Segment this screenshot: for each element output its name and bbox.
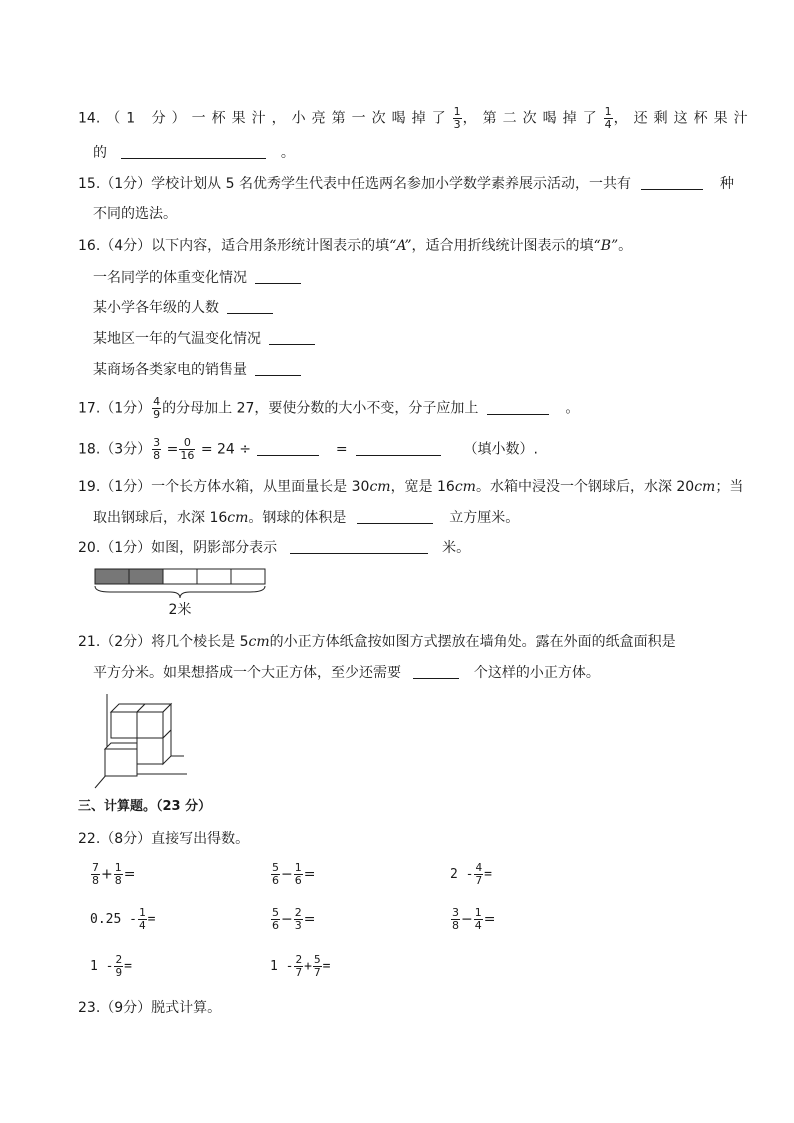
question-17: 17.（1分） $\frac{4}{9}$ 的分母加上 27，要使分数的大小不变，分子应加上 。 <box>78 395 580 421</box>
calc-problem: $\frac{5}{6}$ − $\frac{2}{3}$ = <box>272 906 316 932</box>
question-21: 21.（2分）将几个棱长是 5cm的小正方体纸盒按如图方式摆放在墙角处。露在外面的纸盒面积是 <box>78 634 676 650</box>
question-19-cont: 取出钢球后，水深 16cm。钢球的体积是 立方厘米。 <box>93 510 520 526</box>
list-item: 一名同学的体重变化情况 <box>93 268 301 288</box>
calc-problem: $\frac{7}{8}$ + $\frac{1}{8}$ = <box>92 861 136 887</box>
calc-problem: 1 - $\frac{2}{7}$ + $\frac{5}{7}$ = <box>270 953 331 979</box>
answer-blank[interactable] <box>357 509 433 524</box>
answer-blank[interactable] <box>413 664 459 679</box>
answer-blank[interactable] <box>290 539 428 554</box>
fraction: $\frac{1}{4}$ <box>604 105 612 131</box>
calc-problem: $\frac{5}{6}$ − $\frac{1}{6}$ = <box>272 861 316 887</box>
calc-problem: 1 - $\frac{2}{9}$ = <box>90 953 132 979</box>
question-21-cont: 平方分米。如果想搭成一个大正方体，至少还需要 个这样的小正方体。 <box>93 665 600 681</box>
question-15-cont: 不同的选法。 <box>93 206 177 222</box>
list-item: 某商场各类家电的销售量 <box>93 360 301 380</box>
answer-blank[interactable] <box>269 330 315 345</box>
empty-cell <box>197 569 231 584</box>
answer-blank[interactable] <box>121 144 266 159</box>
fraction: $\frac{3}{8}$ <box>153 436 161 462</box>
fraction: $\frac{1}{3}$ <box>453 105 461 131</box>
fraction: $\frac{0}{16}$ <box>180 436 195 462</box>
shaded-cell <box>129 569 163 584</box>
answer-blank[interactable] <box>257 441 319 456</box>
question-14-cont: 的 。 <box>93 145 295 161</box>
question-14: 14.（1 分）一杯果汁，小亮第一次喝掉了 $\frac{1}{3}$ ，第二次喝掉了 $\frac{1}{4}$ ，还剩这杯果汁 <box>78 105 754 131</box>
question-18: 18.（3分） $\frac{3}{8}$ = $\frac{0}{16}$ = 24 ÷ = （填小数）. <box>78 436 538 462</box>
fraction: $\frac{4}{9}$ <box>153 395 161 421</box>
calc-problem: 0.25 - $\frac{1}{4}$ = <box>90 906 156 932</box>
list-item: 某小学各年级的人数 <box>93 298 273 318</box>
empty-cell <box>163 569 197 584</box>
question-16: 16.（4分）以下内容，适合用条形统计图表示的填“A”，适合用折线统计图表示的填“B”。 <box>78 238 633 254</box>
bar-figure <box>90 566 270 622</box>
section-title: 三、计算题。（23 分） <box>78 799 212 814</box>
question-23: 23.（9分）脱式计算。 <box>78 1000 222 1016</box>
answer-blank[interactable] <box>255 361 301 376</box>
answer-blank[interactable] <box>356 441 441 456</box>
answer-blank[interactable] <box>487 400 549 415</box>
brace <box>95 586 265 598</box>
list-item: 某地区一年的气温变化情况 <box>93 329 315 349</box>
question-19: 19.（1分）一个长方体水箱，从里面量长是 30cm，宽是 16cm。水箱中浸没一个钢球后，水深 20cm；当 <box>78 479 744 495</box>
calc-problem: $\frac{3}{8}$ − $\frac{1}{4}$ = <box>452 906 496 932</box>
answer-blank[interactable] <box>255 269 301 284</box>
question-15: 15.（1分）学校计划从 5 名优秀学生代表中任选两名参加小学数学素养展示活动，一共有 种 <box>78 176 734 192</box>
question-20: 20.（1分）如图，阴影部分表示 米。 <box>78 540 471 556</box>
answer-blank[interactable] <box>227 299 273 314</box>
answer-blank[interactable] <box>641 175 703 190</box>
cube-figure <box>92 692 192 792</box>
question-22: 22.（8分）直接写出得数。 <box>78 831 250 847</box>
shaded-cell <box>95 569 129 584</box>
calc-problem: 2 - $\frac{4}{7}$ = <box>450 861 492 887</box>
empty-cell <box>231 569 265 584</box>
figure-label: 2米 <box>168 602 192 618</box>
